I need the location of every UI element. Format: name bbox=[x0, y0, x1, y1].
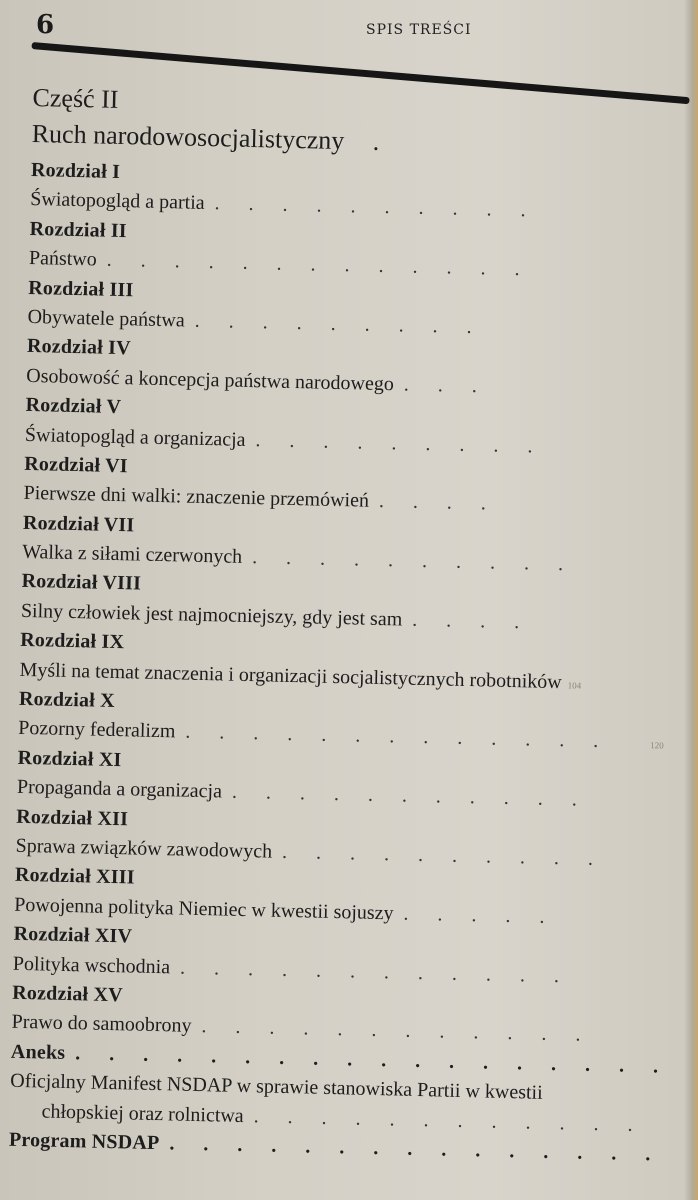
toc-entry-text: Rozdział X bbox=[18, 687, 116, 713]
toc-leader-dots: . . . . . . . . . . bbox=[281, 840, 606, 871]
toc-entry-text: Osobowość a koncepcja państwa narodowego bbox=[26, 364, 395, 395]
page-edge bbox=[684, 0, 698, 1200]
toc-entry-text: Rozdział XII bbox=[16, 805, 129, 830]
toc-entry-text: Rozdział XIII bbox=[14, 864, 136, 889]
toc-entry-text: Aneks bbox=[10, 1040, 66, 1064]
toc-leader-dots: . . . bbox=[403, 373, 490, 398]
toc-entry-text: Prawo do samoobrony bbox=[11, 1011, 192, 1038]
toc-leader-dots: . . . . . . . . . . . bbox=[231, 780, 590, 811]
toc-entry-text: Sprawa związków zawodowych bbox=[15, 834, 273, 863]
toc-entry-text: Rozdział VII bbox=[22, 511, 135, 537]
toc-entry-text: Walka z siłami czerwonych bbox=[22, 540, 243, 568]
toc-entry-text: Światopogląd a organizacja bbox=[24, 423, 246, 451]
toc-leader-dots: . . . . . . . . . . . . . . . bbox=[169, 1132, 663, 1166]
part-title-dots: . bbox=[372, 126, 380, 156]
toc-leader-dots: . . . . . . . . . . bbox=[214, 192, 538, 222]
toc-entry-text: Pierwsze dni walki: znaczenie przemówień bbox=[23, 482, 370, 513]
toc-entry-text: Państwo bbox=[28, 247, 97, 271]
toc-entry-text: Program NSDAP bbox=[8, 1128, 160, 1155]
toc-entry-text: Rozdział VIII bbox=[21, 570, 142, 596]
toc-entry-text: chłopskiej oraz rolnictwa bbox=[41, 1099, 244, 1127]
toc-leader-dots: . . . . bbox=[378, 490, 499, 515]
toc-entry-text: Obywatele państwa bbox=[27, 305, 186, 332]
toc-leader-dots: . . . . bbox=[412, 608, 532, 634]
page-number: 6 bbox=[36, 10, 55, 40]
toc-entry-text: Rozdział II bbox=[29, 217, 128, 242]
toc-leader-dots: . . . . . . . . . . . . . bbox=[185, 721, 611, 753]
toc-entry-text: Rozdział XI bbox=[17, 746, 122, 771]
toc-leader-dots: . . . . . . . . . . . . bbox=[179, 956, 572, 987]
toc-leader-dots: . . . . . . . . . bbox=[255, 428, 545, 458]
toc-entry-text: Oficjalny Manifest NSDAP w sprawie stanowiska Partii w kwestii bbox=[10, 1069, 543, 1104]
part-title-text: Ruch narodowosocjalistyczny bbox=[31, 118, 345, 156]
page-header bbox=[36, 12, 556, 42]
toc-entry-text: Rozdział VI bbox=[24, 452, 129, 478]
toc-leader-dots: . . . . . . . . . . . . . . . . . . bbox=[75, 1041, 671, 1078]
toc-leader-dots: . . . . . . . . . bbox=[194, 309, 484, 339]
toc-page-number: 120 bbox=[650, 740, 664, 751]
toc-leader-dots: . . . . . . . . . . bbox=[251, 546, 576, 576]
toc-entry-text: Rozdział I bbox=[30, 158, 121, 183]
toc-entry-text: Rozdział XV bbox=[12, 981, 124, 1007]
toc-entries bbox=[9, 156, 672, 1170]
part-label: Część II bbox=[32, 82, 119, 114]
toc-entry-text: Rozdział XIV bbox=[13, 922, 133, 948]
toc-entry-text: Myśli na temat znaczenia i organizacji socjalistycznych robotników bbox=[19, 658, 562, 693]
toc-entry-text: Powojenna polityka Niemiec w kwestii sojuszy bbox=[14, 893, 394, 925]
toc-entry-text: Propaganda a organizacja bbox=[16, 776, 223, 803]
toc-leader-dots: . . . . . bbox=[403, 902, 557, 928]
toc-entry-text: Pozorny federalizm bbox=[18, 717, 176, 743]
table-of-contents bbox=[9, 80, 673, 1170]
toc-entry-text: Silny człowiek jest najmocniejszy, gdy jest sam bbox=[20, 599, 403, 631]
toc-entry-text: Rozdział III bbox=[28, 276, 134, 301]
toc-entry-text: Rozdział IX bbox=[20, 629, 125, 654]
toc-entry-text: Polityka wschodnia bbox=[12, 952, 171, 978]
toc-page-number: 104 bbox=[567, 679, 582, 691]
toc-leader-dots: . . . . . . . . . . . . bbox=[201, 1015, 593, 1047]
toc-entry-text: Rozdział V bbox=[25, 394, 122, 419]
toc-entry-text: Rozdział IV bbox=[26, 335, 132, 360]
toc-leader-dots: . . . . . . . . . . . . . bbox=[106, 248, 532, 281]
toc-entry-text: Światopogląd a partia bbox=[30, 188, 205, 215]
running-head: SPIS TREŚCI bbox=[366, 22, 472, 38]
toc-leader-dots: . . . . . . . . . . . . bbox=[253, 1104, 645, 1136]
